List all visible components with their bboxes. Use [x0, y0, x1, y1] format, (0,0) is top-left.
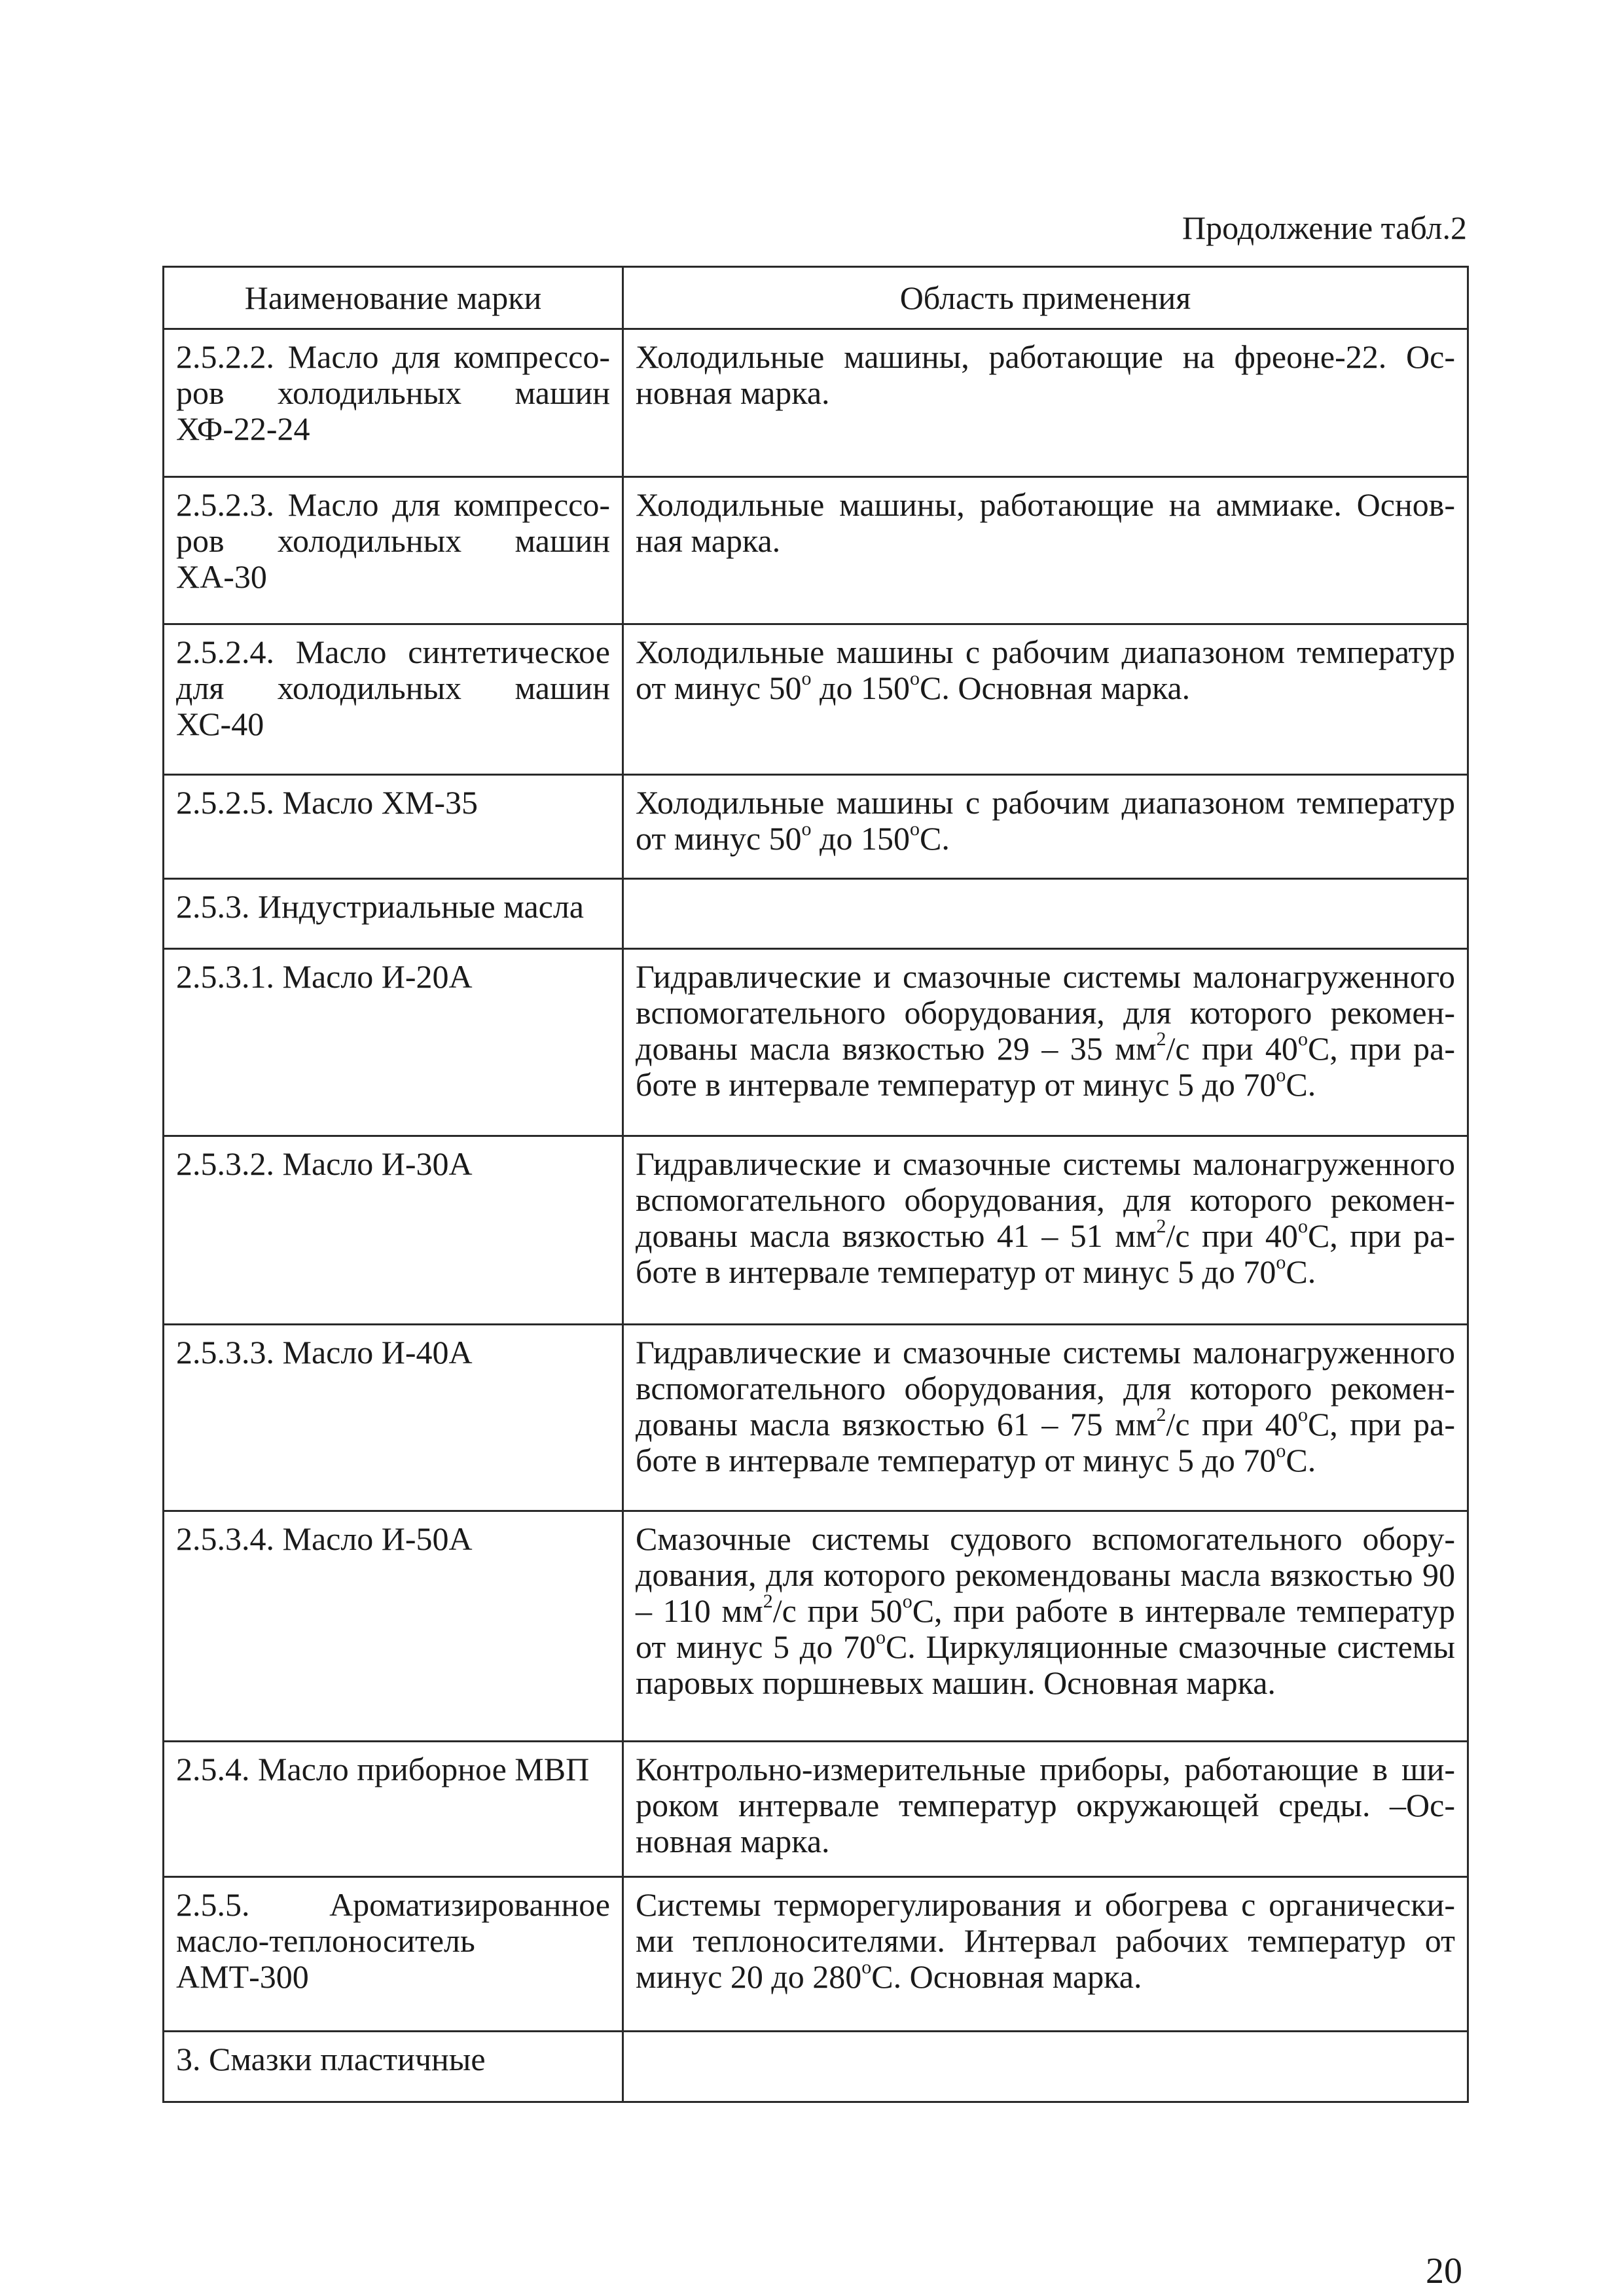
application-area-cell: [623, 329, 1468, 477]
brand-name-cell: [164, 949, 623, 1136]
application-area: [624, 2032, 1467, 2041]
text-segment: С, при работе в интервале температур от минус 5 до 70: [636, 1217, 1455, 1290]
brand-name-cell: [164, 879, 623, 949]
application-area-cell: [623, 624, 1468, 775]
table-row: [164, 624, 1468, 775]
application-area-cell: [623, 1511, 1468, 1742]
text-segment: Гидравлические и смазочные системы малонагруженного вспомогательного оборудования, для которого рекомендованы масла вязкостью 29 – 35 мм: [636, 958, 1455, 1067]
brand-name-cell: [164, 1742, 623, 1877]
application-area: [624, 776, 1467, 857]
table-row: [164, 879, 1468, 949]
application-area: [624, 1325, 1467, 1479]
table-row: [164, 477, 1468, 624]
application-area: [624, 880, 1467, 889]
superscript: o: [910, 818, 920, 840]
superscript: o: [801, 818, 812, 840]
text-segment: Гидравлические и смазочные системы малонагруженного вспомогательного оборудования, для которого рекомендованы масла вязкостью 41 – 51 мм: [636, 1145, 1455, 1254]
superscript: o: [1276, 1064, 1286, 1086]
application-area-cell: [623, 477, 1468, 624]
superscript: 2: [763, 1590, 773, 1613]
application-area: [624, 1742, 1467, 1859]
brand-name-cell: [164, 1325, 623, 1511]
brand-name: 2.5.3.3. Масло И-40А: [176, 1334, 473, 1371]
text-segment: С, при работе в интервале температур от минус 5 до 70: [636, 1406, 1455, 1479]
text-segment: С, при работе в интервале температур от минус 5 до 70: [636, 1030, 1455, 1103]
application-area: [624, 625, 1467, 706]
text-segment: С. Циркуляционные смазочные системы паровых поршневых машин. Основная марка.: [636, 1628, 1456, 1701]
superscript: o: [861, 1956, 872, 1979]
text-segment: С.: [1286, 1442, 1316, 1479]
text-segment: Смазочные системы судового вспомогательного оборудования, для которого рекомендованы масла вязкостью 90 – 110 мм: [636, 1520, 1455, 1629]
superscript: 2: [1156, 1215, 1166, 1238]
brand-name: 2.5.3. Индустриальные масла: [176, 888, 584, 925]
page-number: 20: [1426, 2251, 1462, 2291]
brand-name-cell: [164, 775, 623, 879]
superscript: o: [801, 668, 812, 690]
superscript: o: [1297, 1028, 1308, 1050]
brand-name: 2.5.3.1. Масло И-20А: [176, 958, 473, 995]
brand-name: 2.5.3.4. Масло И-50А: [176, 1520, 473, 1557]
text-segment: /с при 50: [772, 1592, 903, 1629]
table-row: [164, 1511, 1468, 1742]
text-segment: Холодильные машины с рабочим диапазоном температур от минус 50: [636, 634, 1455, 706]
table-row: [164, 1136, 1468, 1325]
text-segment: /с при 40: [1166, 1217, 1298, 1254]
brand-name: 3. Смазки пластичные: [176, 2041, 486, 2077]
table-row: [164, 1742, 1468, 1877]
brand-name: 2.5.2.4. Масло синтетическое для холодильных машин ХС-40: [176, 634, 610, 742]
text-segment: С.: [1286, 1253, 1316, 1290]
application-area-cell: [623, 879, 1468, 949]
header-application-area: Область применения: [623, 267, 1468, 329]
table-row: [164, 329, 1468, 477]
text-segment: Системы терморегулирования и обогрева с органическими теплоносителями. Интервал рабочих температур от минус 20 до 280: [636, 1886, 1455, 1995]
application-area-cell: [623, 2032, 1468, 2102]
application-area: [624, 1878, 1467, 1995]
superscript: o: [910, 668, 920, 690]
text-segment: С.: [1286, 1066, 1316, 1103]
text-segment: С.: [920, 820, 950, 857]
text-segment: до 150: [811, 670, 910, 706]
brand-name-cell: [164, 1136, 623, 1325]
brand-name-cell: [164, 477, 623, 624]
application-area-cell: [623, 1742, 1468, 1877]
brand-name: 2.5.4. Масло приборное МВП: [176, 1751, 590, 1787]
superscript: o: [1297, 1404, 1308, 1426]
table-header-row: [164, 267, 1468, 329]
brand-name-cell: [164, 1511, 623, 1742]
lubricants-table: [162, 266, 1469, 2103]
table-row: [164, 1877, 1468, 2032]
brand-name-cell: [164, 329, 623, 477]
table-body: [164, 329, 1468, 2102]
text-segment: Гидравлические и смазочные системы малонагруженного вспомогательного оборудования, для которого рекомендованы масла вязкостью 61 – 75 мм: [636, 1334, 1455, 1443]
application-area: [624, 1512, 1467, 1701]
application-area: [624, 478, 1467, 559]
table-row: [164, 775, 1468, 879]
superscript: o: [902, 1590, 912, 1613]
application-area-cell: [623, 1325, 1468, 1511]
superscript: 2: [1156, 1028, 1166, 1050]
brand-name-cell: [164, 1877, 623, 2032]
text-segment: С. Основная марка.: [871, 1958, 1142, 1995]
table-row: [164, 2032, 1468, 2102]
application-area: [624, 330, 1467, 411]
superscript: o: [1276, 1440, 1286, 1462]
brand-name-cell: [164, 2032, 623, 2102]
application-area-cell: [623, 775, 1468, 879]
text-segment: до 150: [811, 820, 910, 857]
brand-name: 2.5.2.2. Масло для компрессоров холодильных машин ХФ-22-24: [176, 338, 610, 447]
brand-name: 2.5.2.5. Масло ХМ-35: [176, 784, 478, 821]
table-row: [164, 1325, 1468, 1511]
brand-name: 2.5.3.2. Масло И-30А: [176, 1145, 473, 1182]
brand-name: 2.5.5. Ароматизированное масло-теплоноситель АМТ-300: [176, 1886, 610, 1995]
application-area: [624, 950, 1467, 1103]
brand-name-cell: [164, 624, 623, 775]
text-segment: С, при работе в интервале температур от минус 5 до 70: [636, 1592, 1455, 1665]
superscript: o: [875, 1626, 886, 1649]
text-segment: Холодильные машины, работающие на фреоне-22. Основная марка.: [636, 338, 1455, 411]
text-segment: Контрольно-измерительные приборы, работающие в широком интервале температур окружающей среды. –Основная марка.: [636, 1751, 1455, 1859]
table-row: [164, 949, 1468, 1136]
superscript: o: [1297, 1215, 1308, 1238]
text-segment: /с при 40: [1166, 1406, 1298, 1443]
brand-name: 2.5.2.3. Масло для компрессоров холодильных машин ХА-30: [176, 486, 610, 595]
application-area-cell: [623, 949, 1468, 1136]
application-area-cell: [623, 1877, 1468, 2032]
header-brand-name: Наименование марки: [164, 267, 623, 329]
superscript: o: [1276, 1251, 1286, 1274]
text-segment: Холодильные машины с рабочим диапазоном температур от минус 50: [636, 784, 1455, 857]
superscript: 2: [1156, 1404, 1166, 1426]
text-segment: /с при 40: [1166, 1030, 1298, 1067]
application-area: [624, 1137, 1467, 1290]
application-area-cell: [623, 1136, 1468, 1325]
table-caption: Продолжение табл.2: [1182, 209, 1467, 246]
text-segment: С. Основная марка.: [920, 670, 1191, 706]
text-segment: Холодильные машины, работающие на аммиаке. Основная марка.: [636, 486, 1455, 559]
